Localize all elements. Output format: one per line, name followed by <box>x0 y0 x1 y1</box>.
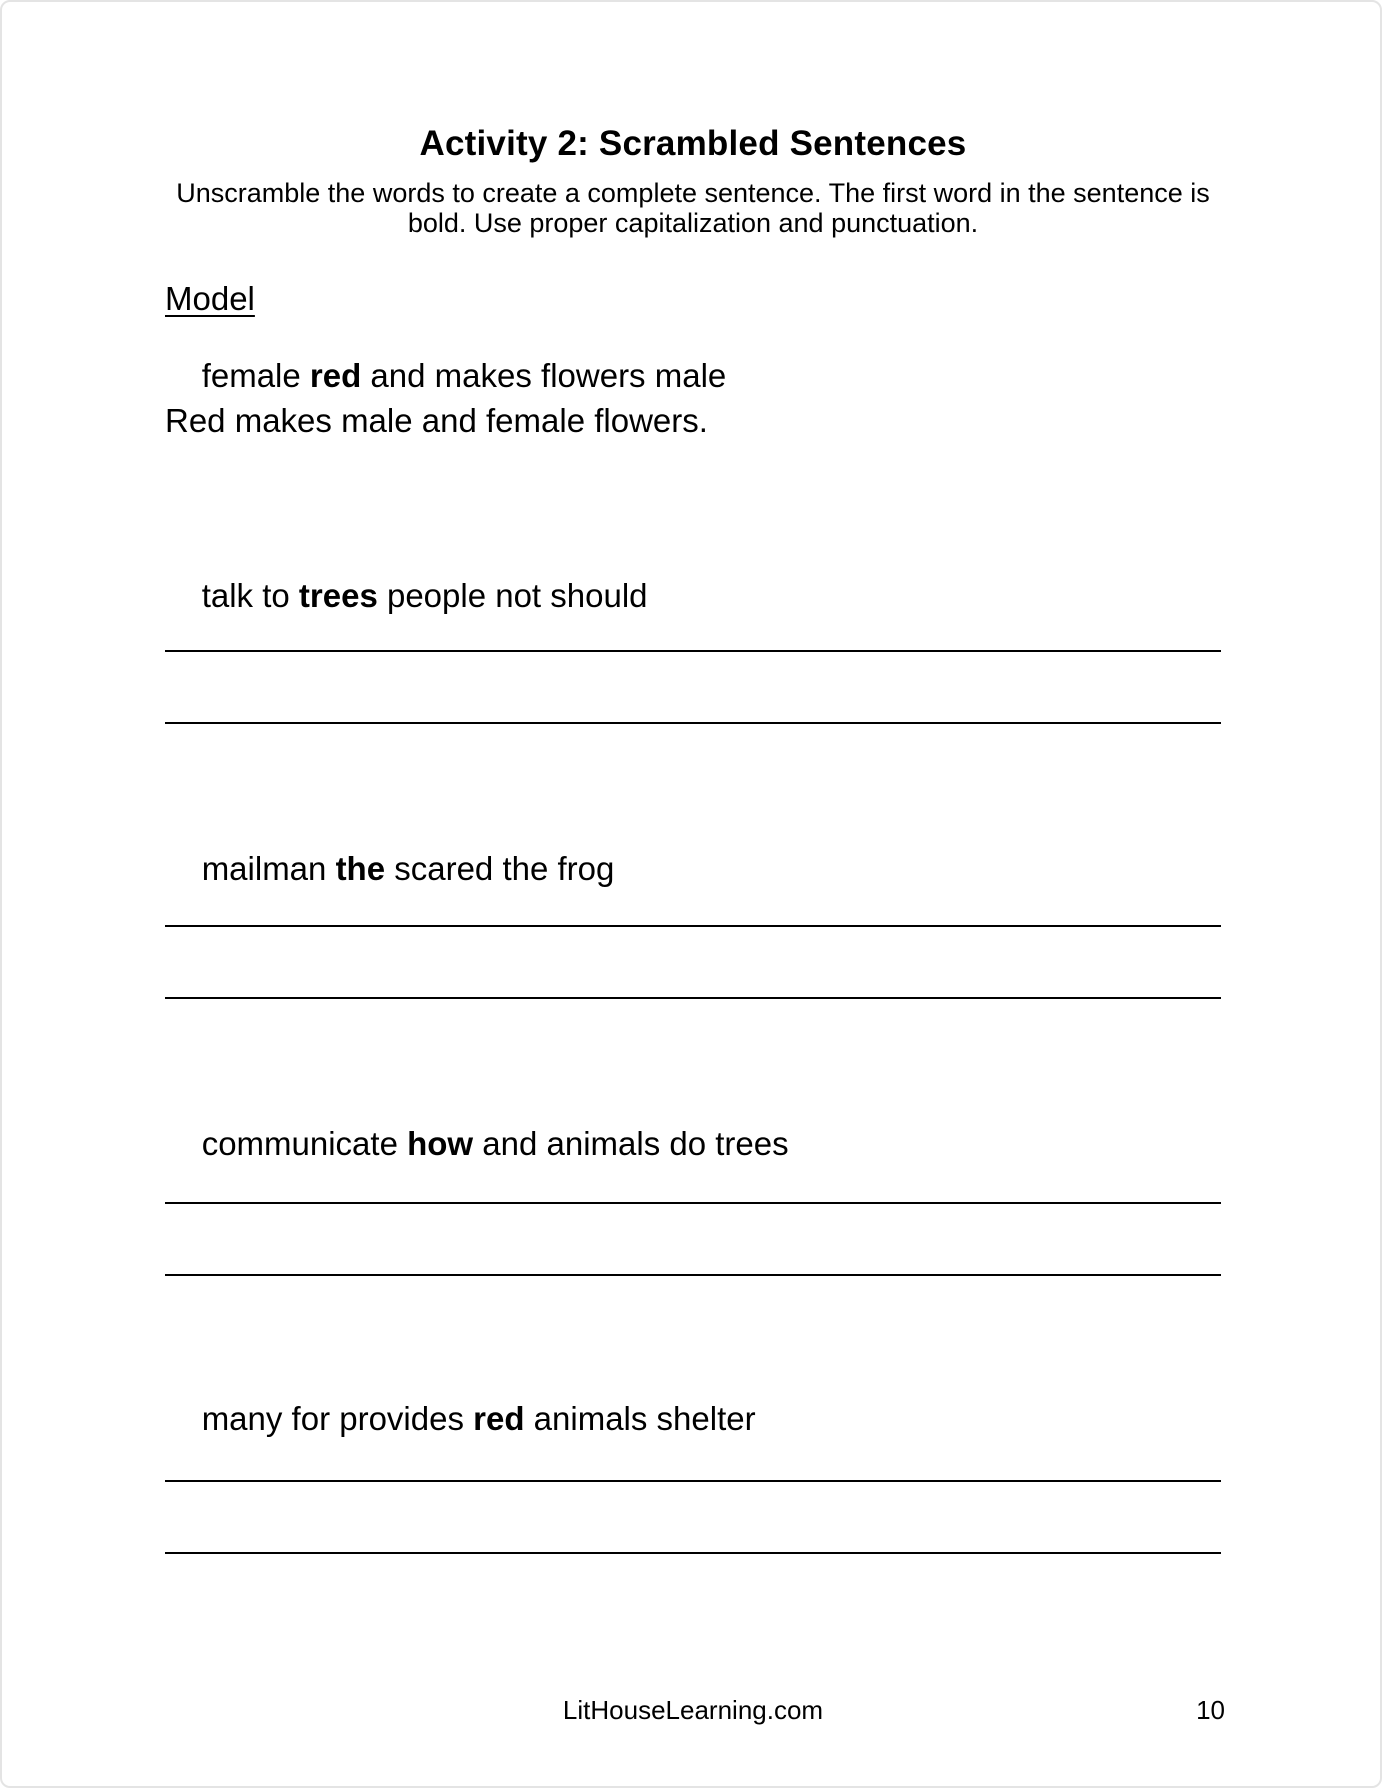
page-title: Activity 2: Scrambled Sentences <box>419 124 967 163</box>
instructions <box>165 178 1221 238</box>
instructions-line-2: bold. Use proper capitalization and punctuation. <box>407 208 979 238</box>
model-scrambled-after: and makes flowers male <box>361 357 727 394</box>
question-4-answer-line-2 <box>165 1552 1221 1554</box>
footer-site-name: LitHouseLearning.com <box>562 1695 824 1725</box>
question-1-bold-word: trees <box>298 577 378 614</box>
question-1-scrambled <box>165 536 1221 656</box>
question-2-after: scared the frog <box>385 850 615 887</box>
question-3-answer-line-1 <box>165 1202 1221 1204</box>
question-2-answer-line-1 <box>165 925 1221 927</box>
question-4-before: many for provides <box>201 1400 474 1437</box>
question-3-answer-line-2 <box>165 1274 1221 1276</box>
question-2-scrambled <box>165 809 1221 929</box>
model-scrambled-bold-word: red <box>309 357 362 394</box>
question-1-before: talk to <box>201 577 299 614</box>
question-1-answer-line-2 <box>165 722 1221 724</box>
question-2-bold-word: the <box>335 850 386 887</box>
model-answer: Red makes male and female flowers. <box>165 402 708 439</box>
question-3-before: communicate <box>201 1125 408 1162</box>
footer-page-number: 10 <box>1196 1695 1225 1725</box>
model-label: Model <box>165 280 255 317</box>
question-1-answer-line-1 <box>165 650 1221 652</box>
question-3-scrambled <box>165 1084 1221 1204</box>
model-scrambled-before: female <box>201 357 310 394</box>
question-2-before: mailman <box>201 850 336 887</box>
question-4-scrambled <box>165 1359 1221 1479</box>
instructions-line-1: Unscramble the words to create a complete sentence. The first word in the sentence is <box>176 178 1210 208</box>
question-4-after: animals shelter <box>524 1400 756 1437</box>
question-3-bold-word: how <box>407 1125 474 1162</box>
question-1-after: people not should <box>377 577 648 614</box>
question-4-answer-line-1 <box>165 1480 1221 1482</box>
question-4-bold-word: red <box>473 1400 525 1437</box>
question-2-answer-line-2 <box>165 997 1221 999</box>
question-3-after: and animals do trees <box>473 1125 789 1162</box>
